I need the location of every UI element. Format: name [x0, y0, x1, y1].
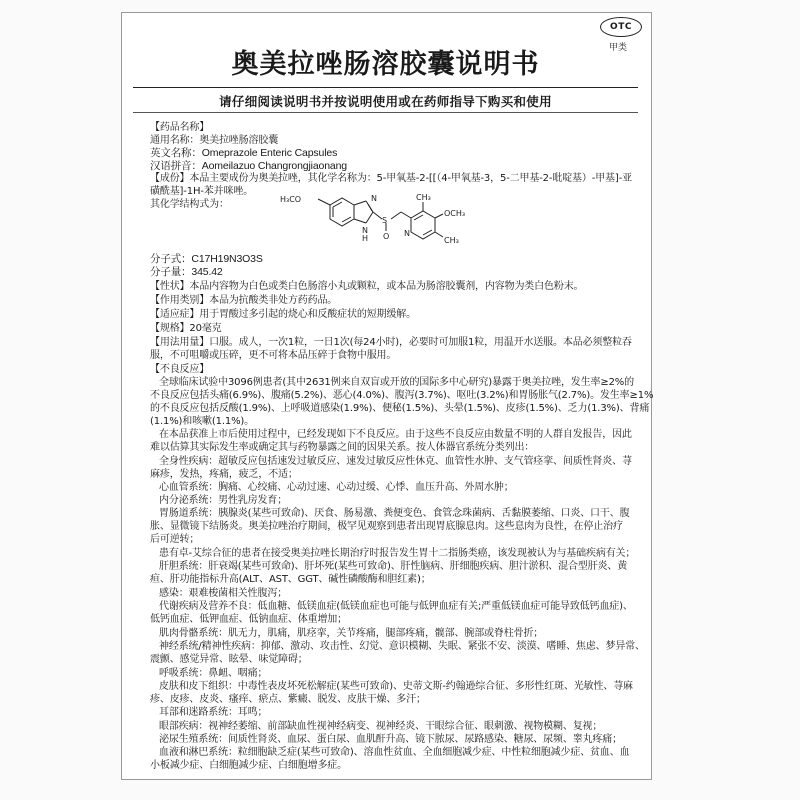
adverse-line: 的不良反应包括反酸(1.9%)、上呼吸道感染(1.9%)、便秘(1.5%)、头晕(1.5%)、皮疹(1.5%)、乏力(1.3%)、背痛 [150, 403, 650, 414]
structure-label: 其化学结构式为： [150, 199, 229, 210]
adverse-line: 胀、显微镜下结肠炎。奥美拉唑治疗期间，极罕见观察到患者出现胃底腺息肉。这些息肉为良性，在停止治疗 [150, 521, 623, 532]
composition-line: 磺酰基]-1H-苯并咪唑。 [150, 186, 254, 197]
adverse-line: 呼吸系统：鼻衄、咽痛； [159, 668, 268, 679]
dosage-line: 【用法用量】口服。成人，一次1粒，一日1次(每24小时)，必要时可加服1粒，用温开水送服。本品必须整粒吞 [150, 337, 632, 348]
adverse-line: 神经系统/精神性疾病：抑郁、激动、攻击性、幻觉、意识模糊、失眠、紧张不安、淡漠、嗜睡、焦虑、梦异常、 [159, 641, 645, 652]
adverse-line: 疸、肝功能指标升高(ALT、AST、GGT、碱性磷酸酶和胆红素)； [150, 574, 431, 585]
hydrogen-label: H [362, 234, 369, 243]
oxygen-label: O [383, 232, 390, 241]
adverse-line: 小板减少症、白细胞减少症、白细胞增多症。 [150, 760, 347, 771]
english-name: 英文名称：Omeprazole Enteric Capsules [150, 147, 338, 159]
adverse-line: 患有卓-艾综合征的患者在接受奥美拉唑长期治疗时报告发生胃十二指肠类癌，该发现被认为与基础疾病有关； [159, 548, 636, 559]
dosage-line: 服，不可咀嚼或压碎，更不可将本品压碎于食物中服用。 [150, 350, 397, 361]
usage-warning: 请仔细阅读说明书并按说明使用或在药师指导下购买和使用 [219, 94, 552, 109]
adverse-line: 泌尿生殖系统：间质性肾炎、血尿、蛋白尿、血肌酐升高、镜下脓尿、尿路感染、糖尿、尿频、睾丸疼痛； [159, 734, 622, 745]
specification-line: 【规格】20毫克 [150, 323, 222, 334]
methyl-label: CH₃ [444, 236, 459, 245]
adverse-line: 内分泌系统：男性乳房发育； [159, 495, 288, 506]
adverse-line: (1.1%)和咳嗽(1.1%)。 [150, 416, 255, 427]
indication-line: 【适应症】用于胃酸过多引起的烧心和反酸症状的短期缓解。 [150, 309, 416, 320]
otc-badge: OTC [600, 17, 642, 37]
adverse-line: 后可逆转； [150, 534, 200, 545]
adverse-line: 震颤、感觉异常、眩晕、味觉障碍； [150, 654, 308, 665]
adverse-line: 感染：艰难梭菌相关性腹泻； [159, 588, 288, 599]
adverse-line: 在本品获准上市后使用过程中，已经发现如下不良反应。由于这些不良反应由数量不明的人群自发报告，因此 [159, 429, 632, 440]
adverse-reactions-heading: 【不良反应】 [150, 364, 210, 375]
adverse-line: 眼部疾病：视神经萎缩、前部缺血性视神经病变、视神经炎、干眼综合征、眼刺激、视物模糊、复视； [159, 721, 603, 732]
adverse-line: 疹、皮疹、皮炎、瘙痒、瘀点、紫癜、脱发、皮肤干燥、多汗； [150, 694, 426, 705]
adverse-line: 全身性疾病：超敏反应包括速发过敏反应、速发过敏反应性休克、血管性水肿、支气管痉挛、间质性肾炎、荨 [159, 456, 632, 467]
category-label: 甲类 [609, 43, 628, 53]
title-rule-top [133, 87, 638, 88]
nitrogen-label: N [371, 194, 377, 203]
pyridine-nitrogen-label: N [404, 229, 410, 238]
composition-line: 【成份】本品主要成份为奥美拉唑，其化学名称为：5-甲氧基-2-[[（4-甲氧基-3，5-二甲基-2-吡啶基）-甲基]-亚 [150, 173, 632, 184]
methoxy-label: H₃CO [280, 195, 302, 204]
adverse-line: 难以估算其实际发生率或确定其与药物暴露之间的因果关系。按人体器官系统分类列出： [150, 442, 535, 453]
adverse-line: 代谢疾病及营养不良：低血糖、低镁血症(低镁血症也可能与低钾血症有关;严重低镁血症可能导致低钙血症)、 [159, 601, 633, 612]
page-title: 奥美拉唑肠溶胶囊说明书 [231, 49, 540, 80]
generic-name: 通用名称：奥美拉唑肠溶胶囊 [150, 135, 279, 146]
nitrogen-label: N [362, 226, 368, 235]
adverse-line: 耳部和迷路系统：耳鸣； [159, 707, 268, 718]
adverse-line: 血液和淋巴系统：粒细胞缺乏症(某些可致命)、溶血性贫血、全血细胞减少症、中性粒细胞减少症、贫血、血 [159, 747, 630, 758]
title-rule-bottom [133, 112, 638, 113]
adverse-line: 低钙血症、低钾血症、低钠血症、体重增加； [150, 614, 347, 625]
section-drug-name: 【药品名称】 [150, 122, 210, 133]
methoxy-label: OCH₃ [444, 209, 466, 218]
adverse-line: 肌肉骨骼系统：肌无力，肌痛，肌痉挛，关节疼痛，腿部疼痛，髋部、腕部或脊柱骨折； [159, 628, 544, 639]
category-line: 【作用类别】本品为抗酸类非处方药药品。 [150, 295, 338, 306]
adverse-line: 皮肤和皮下组织：中毒性表皮坏死松解症(某些可致命)、史蒂文斯-约翰逊综合征、多形性红斑、光敏性、荨麻 [159, 681, 633, 692]
adverse-line: 不良反应包括头痛(6.9%)、腹痛(5.2%)、恶心(4.0%)、腹泻(3.7%)、呕吐(3.2%)和胃肠胀气(2.7%)。发生率≥1% [150, 390, 654, 401]
chemical-structure [272, 193, 502, 253]
adverse-line: 全球临床试验中3096例患者(其中2631例来自双盲或开放的国际多中心研究)暴露于奥美拉唑，发生率≥2%的 [159, 377, 634, 388]
methyl-label: CH₃ [416, 193, 431, 202]
sulfur-label: S [382, 216, 388, 225]
pinyin-name: 汉语拼音：Aomeilazuo Changrongjiaonang [150, 160, 347, 172]
appearance-line: 【性状】本品内容物为白色或类白色肠溶小丸或颗粒，或本品为肠溶胶囊剂，内容物为类白色粉末。 [150, 281, 584, 292]
adverse-line: 胃肠道系统：胰腺炎(某些可致命)、厌食、肠易激、粪便变色、食管念珠菌病、舌黏膜萎缩、口炎、口干、腹 [159, 508, 630, 519]
molecular-formula: 分子式：C17H19N3O3S [150, 253, 263, 265]
adverse-line: 肝胆系统：肝衰竭(某些可致命)、肝坏死(某些可致命)、肝性脑病、肝细胞疾病、胆汁淤积、混合型肝炎、黄 [159, 561, 628, 572]
molecular-weight: 分子量：345.42 [150, 266, 223, 278]
adverse-line: 心血管系统：胸痛、心绞痛、心动过速、心动过缓、心悸、血压升高、外周水肿； [159, 482, 514, 493]
adverse-line: 麻疹，发热，疼痛，疲乏，不适； [150, 469, 298, 480]
